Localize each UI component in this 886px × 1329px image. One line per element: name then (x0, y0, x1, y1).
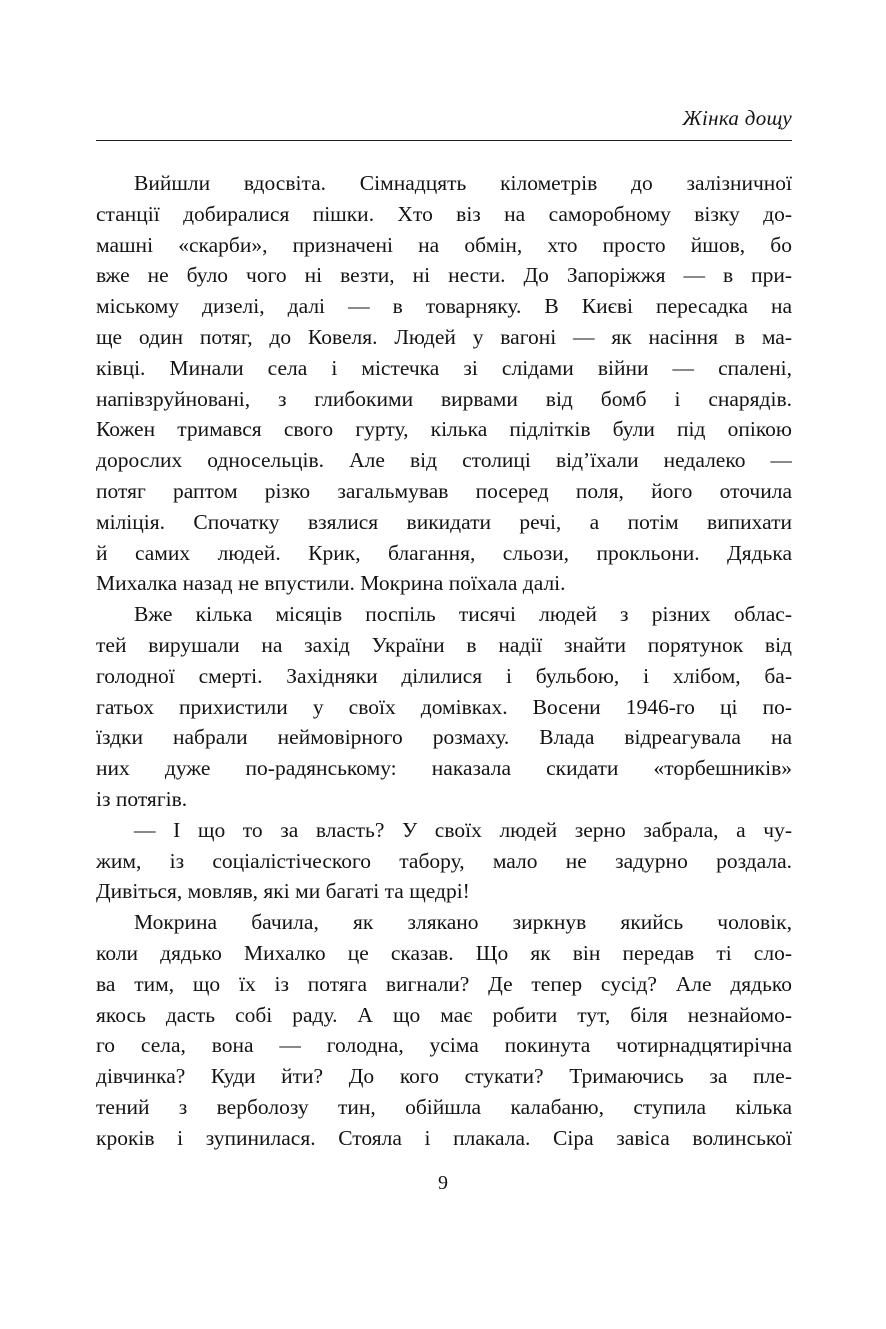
text-line: Вийшли вдосвіта. Сімнадцять кілометрів до залізничної (134, 171, 792, 195)
running-header-title: Жінка дощу (96, 106, 792, 141)
text-line: їздки набрали неймовірного розмаху. Влада відреагувала на (96, 725, 792, 750)
page-content (96, 106, 792, 1154)
text-line: машні «скарби», призначені на обмін, хто просто йшов, бо (96, 232, 792, 257)
text-line: тений з верболозу тин, обійшла калабаню, ступила кілька (96, 1094, 792, 1119)
text-line: го села, вона — голодна, усіма покинута чотирнадцятирічна (96, 1033, 792, 1058)
text-line: ще один потяг, до Ковеля. Людей у вагоні — як насіння в ма- (96, 324, 792, 349)
text-line: міському дизелі, далі — в товарняку. В Києві пересадка на (96, 294, 792, 319)
text-line: напівзруйновані, з глибокими вирвами від бомб і снарядів. (96, 386, 792, 411)
text-line: вже не було чого ні везти, ні нести. До Запоріжжя — в при- (96, 263, 792, 288)
text-line: Мокрина бачила, як злякано зиркнув якийсь чоловік, (134, 910, 792, 935)
paragraph (96, 599, 792, 815)
text-line: міліція. Спочатку взялися викидати речі, а потім випихати (96, 509, 792, 534)
page-number: 9 (438, 1172, 448, 1194)
text-line: ва тим, що їх із потяга вигнали? Де тепер сусід? Але дядько (96, 971, 792, 996)
text-line: дівчинка? Куди йти? До кого стукати? Тримаючись за пле- (96, 1064, 792, 1089)
text-line: й самих людей. Крик, благання, сльози, прокльони. Дядька (96, 540, 792, 565)
text-line: — І що то за власть? У своїх людей зерно забрала, а чу- (134, 817, 792, 842)
text-line: гатьох прихистили у своїх домівках. Восени 1946-го ці по- (96, 694, 792, 719)
paragraph (96, 168, 792, 599)
text-line: них дуже по-радянському: наказала скидати «торбешників» (96, 756, 792, 781)
text-line: коли дядько Михалко це сказав. Що як він передав ті сло- (96, 940, 792, 965)
text-line: Вже кілька місяців поспіль тисячі людей з різних облас- (134, 602, 792, 627)
text-line: Кожен тримався свого гурту, кілька підлітків були під опікою (96, 417, 792, 442)
text-line: потяг раптом різко загальмував посеред поля, його оточила (96, 478, 792, 503)
body-text (96, 168, 792, 1154)
text-line: ківці. Минали села і містечка зі слідами війни — спалені, (96, 355, 792, 380)
text-line: Дивіться, мовляв, які ми багаті та щедрі! (96, 879, 470, 904)
text-line: кроків і зупинилася. Стояла і плакала. Сіра завіса волинської (96, 1125, 792, 1150)
text-line: якось дасть собі раду. А що має робити тут, біля незнайомо- (96, 1002, 792, 1027)
text-line: із потягів. (96, 786, 188, 811)
text-line: тей вирушали на захід України в надії знайти порятунок від (96, 632, 792, 657)
text-line: дорослих односельців. Але від столиці від’їхали недалеко — (96, 448, 792, 473)
text-line: станції добиралися пішки. Хто віз на саморобному візку до- (96, 201, 792, 226)
text-line: Михалка назад не впустили. Мокрина поїхала далі. (96, 571, 566, 596)
text-line: голодної смерті. Західняки ділилися і бульбою, і хлібом, ба- (96, 663, 792, 688)
paragraph (96, 907, 792, 1153)
text-line: жим, із соціалістіческого табору, мало не задурно роздала. (96, 848, 792, 873)
paragraph (96, 815, 792, 907)
